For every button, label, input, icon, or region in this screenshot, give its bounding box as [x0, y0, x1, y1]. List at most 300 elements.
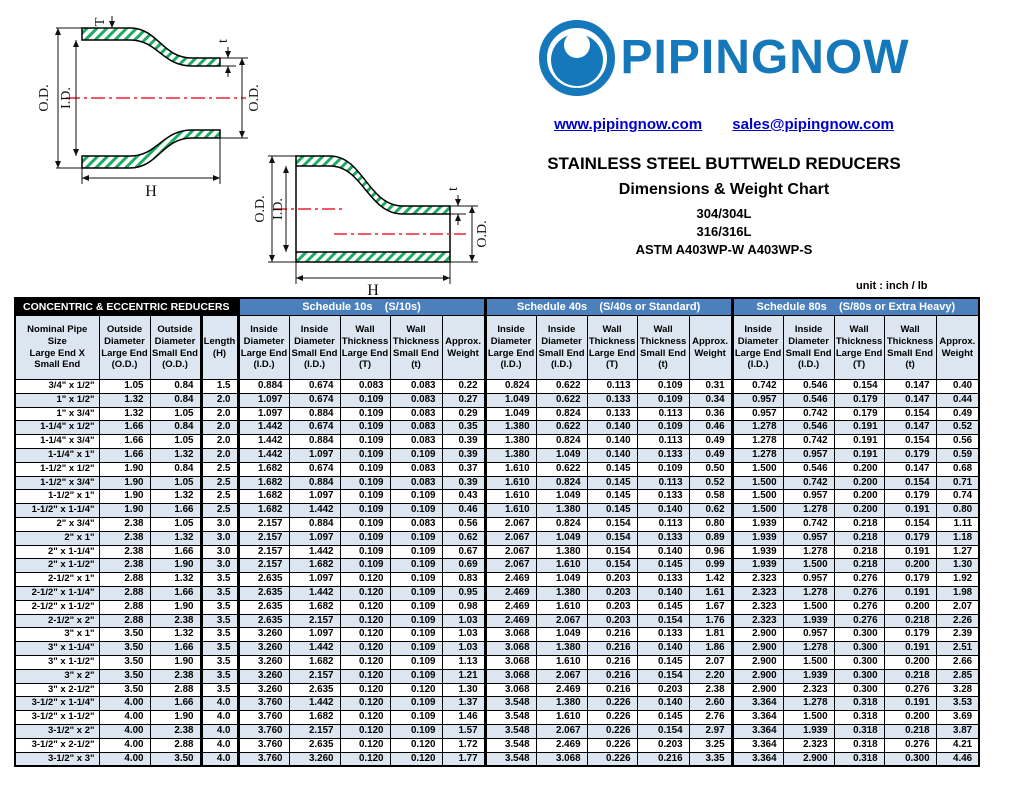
cell-value: 1.42 — [689, 573, 732, 587]
cell-value: 3.50 — [99, 628, 150, 642]
cell-value: 1.86 — [689, 642, 732, 656]
cell-value: 0.154 — [884, 517, 936, 531]
cell-value: 3.548 — [485, 697, 536, 711]
cell-value: 1.380 — [485, 421, 536, 435]
cell-value: 3.260 — [289, 752, 340, 766]
cell-value: 0.133 — [637, 448, 689, 462]
cell-value: 1.049 — [536, 573, 587, 587]
table-row — [15, 448, 979, 462]
table-row — [15, 407, 979, 421]
cell-value: 0.674 — [289, 421, 340, 435]
cell-value: 0.191 — [884, 545, 936, 559]
table-row — [15, 614, 979, 628]
title-block — [428, 155, 1020, 256]
cell-value: 0.154 — [834, 380, 884, 394]
cell-nominal-size: 3-1/2" x 1-1/4" — [15, 697, 99, 711]
cell-value: 0.884 — [289, 407, 340, 421]
cell-nominal-size: 3-1/2" x 3" — [15, 752, 99, 766]
cell-value: 4.46 — [936, 752, 979, 766]
cell-value: 1.380 — [536, 642, 587, 656]
logo-wordmark: PIPINGNOW — [620, 31, 910, 84]
cell-value: 2.88 — [150, 683, 201, 697]
cell-value: 1.05 — [150, 517, 201, 531]
cell-value: 0.083 — [390, 380, 442, 394]
cell-value: 0.133 — [637, 531, 689, 545]
cell-value: 0.120 — [340, 655, 390, 669]
cell-value: 3.5 — [201, 655, 238, 669]
cell-value: 3.50 — [150, 752, 201, 766]
cell-value: 2.900 — [732, 642, 783, 656]
cell-value: 0.52 — [689, 476, 732, 490]
cell-nominal-size: 3" x 1-1/4" — [15, 642, 99, 656]
table-row — [15, 380, 979, 394]
cell-value: 4.0 — [201, 711, 238, 725]
cell-value: 1.682 — [289, 711, 340, 725]
table-row — [15, 504, 979, 518]
cell-value: 0.824 — [536, 517, 587, 531]
cell-value: 3.760 — [238, 697, 289, 711]
cell-value: 0.120 — [340, 600, 390, 614]
cell-value: 3.260 — [238, 683, 289, 697]
cell-value: 0.80 — [936, 504, 979, 518]
cell-value: 3.0 — [201, 517, 238, 531]
cell-value: 0.742 — [783, 407, 834, 421]
dim-label-id-large: I.D. — [59, 87, 74, 109]
cell-value: 2.88 — [99, 614, 150, 628]
cell-value: 3.5 — [201, 683, 238, 697]
column-header: Inside Diameter Small End (I.D.) — [783, 316, 834, 380]
cell-value: 1.380 — [536, 504, 587, 518]
cell-value: 1.46 — [442, 711, 485, 725]
cell-value: 0.109 — [390, 669, 442, 683]
schedule-80s-band: Schedule 80s (S/80s or Extra Heavy) — [732, 298, 979, 316]
cell-nominal-size: 2" x 1-1/2" — [15, 559, 99, 573]
cell-value: 0.109 — [390, 545, 442, 559]
cell-value: 0.109 — [390, 655, 442, 669]
cell-value: 3.260 — [238, 642, 289, 656]
cell-value: 0.742 — [732, 380, 783, 394]
table-group-header-row — [15, 298, 979, 316]
cell-nominal-size: 2" x 1" — [15, 531, 99, 545]
table-row — [15, 683, 979, 697]
cell-value: 0.154 — [884, 435, 936, 449]
cell-value: 1.66 — [150, 545, 201, 559]
cell-value: 1.66 — [99, 421, 150, 435]
column-header: Inside Diameter Large End (I.D.) — [732, 316, 783, 380]
dim-label-od-small: O.D. — [247, 84, 262, 112]
cell-value: 2.323 — [783, 683, 834, 697]
cell-value: 0.154 — [587, 531, 637, 545]
cell-value: 1.92 — [936, 573, 979, 587]
cell-value: 2.88 — [150, 738, 201, 752]
table-row — [15, 711, 979, 725]
cell-value: 0.59 — [936, 448, 979, 462]
cell-value: 0.109 — [340, 504, 390, 518]
cell-value: 2.0 — [201, 393, 238, 407]
cell-value: 1.939 — [783, 614, 834, 628]
grade-304: 304/304L — [696, 206, 752, 221]
cell-value: 1.32 — [150, 531, 201, 545]
cell-value: 2.469 — [485, 614, 536, 628]
cell-value: 0.109 — [637, 421, 689, 435]
cell-value: 3.068 — [485, 642, 536, 656]
cell-value: 2.323 — [732, 573, 783, 587]
cell-value: 2.0 — [201, 421, 238, 435]
cell-value: 0.140 — [637, 545, 689, 559]
cell-value: 0.179 — [834, 393, 884, 407]
cell-value: 1.682 — [238, 504, 289, 518]
grade-316: 316/316L — [696, 224, 752, 239]
cell-value: 1.278 — [783, 697, 834, 711]
cell-value: 0.203 — [587, 586, 637, 600]
cell-value: 1.380 — [536, 545, 587, 559]
cell-value: 2.323 — [732, 600, 783, 614]
column-header: Inside Diameter Small End (I.D.) — [536, 316, 587, 380]
cell-value: 2.469 — [485, 573, 536, 587]
cell-value: 3.364 — [732, 697, 783, 711]
cell-value: 2.900 — [783, 752, 834, 766]
dimensions-weight-table — [14, 297, 980, 767]
cell-value: 0.083 — [390, 462, 442, 476]
cell-value: 0.52 — [936, 421, 979, 435]
cell-value: 0.191 — [884, 697, 936, 711]
dim-label-length: H — [367, 282, 379, 298]
cell-value: 0.154 — [587, 517, 637, 531]
cell-value: 0.113 — [587, 380, 637, 394]
cell-value: 1.442 — [289, 586, 340, 600]
cell-value: 2.38 — [689, 683, 732, 697]
cell-value: 3.28 — [936, 683, 979, 697]
cell-nominal-size: 1-1/2" x 3/4" — [15, 476, 99, 490]
cell-value: 0.218 — [834, 559, 884, 573]
cell-value: 0.147 — [884, 462, 936, 476]
cell-value: 0.226 — [587, 752, 637, 766]
cell-value: 2.323 — [783, 738, 834, 752]
cell-value: 0.226 — [587, 711, 637, 725]
cell-value: 1.097 — [289, 448, 340, 462]
cell-value: 0.674 — [289, 380, 340, 394]
cell-value: 0.27 — [442, 393, 485, 407]
cell-value: 1.66 — [99, 448, 150, 462]
cell-value: 1.32 — [150, 573, 201, 587]
cell-value: 0.083 — [390, 407, 442, 421]
cell-value: 2.157 — [289, 724, 340, 738]
cell-value: 0.80 — [689, 517, 732, 531]
cell-value: 0.824 — [536, 476, 587, 490]
dim-label-id-large: I.D. — [271, 198, 286, 220]
cell-value: 0.49 — [689, 435, 732, 449]
cell-value: 3.5 — [201, 586, 238, 600]
cell-value: 0.200 — [834, 504, 884, 518]
cell-value: 0.276 — [834, 573, 884, 587]
cell-value: 1.442 — [238, 448, 289, 462]
cell-value: 1.90 — [99, 476, 150, 490]
cell-value: 0.276 — [834, 614, 884, 628]
column-header: Inside Diameter Large End (I.D.) — [238, 316, 289, 380]
cell-value: 0.109 — [340, 448, 390, 462]
cell-value: 2.635 — [238, 573, 289, 587]
cell-value: 1.66 — [150, 504, 201, 518]
cell-value: 3.364 — [732, 738, 783, 752]
cell-value: 0.120 — [390, 752, 442, 766]
cell-value: 0.742 — [783, 517, 834, 531]
unit-note: unit : inch / lb — [856, 280, 928, 292]
cell-value: 4.00 — [99, 752, 150, 766]
cell-value: 3.548 — [485, 711, 536, 725]
cell-value: 0.216 — [637, 752, 689, 766]
cell-value: 0.109 — [340, 531, 390, 545]
cell-value: 0.109 — [340, 435, 390, 449]
cell-value: 0.957 — [783, 573, 834, 587]
cell-value: 1.682 — [289, 559, 340, 573]
cell-value: 0.36 — [689, 407, 732, 421]
cell-value: 2.0 — [201, 407, 238, 421]
cell-value: 1.278 — [783, 545, 834, 559]
cell-value: 1.380 — [536, 586, 587, 600]
cell-value: 0.120 — [340, 642, 390, 656]
cell-value: 0.154 — [884, 476, 936, 490]
cell-value: 0.218 — [834, 531, 884, 545]
cell-value: 2.88 — [99, 586, 150, 600]
table-title-band: CONCENTRIC & ECCENTRIC REDUCERS — [15, 298, 238, 316]
cell-value: 0.31 — [689, 380, 732, 394]
table-row — [15, 752, 979, 766]
cell-value: 0.083 — [390, 393, 442, 407]
cell-value: 0.622 — [536, 393, 587, 407]
table-row — [15, 435, 979, 449]
cell-value: 0.120 — [340, 711, 390, 725]
cell-value: 1.278 — [783, 504, 834, 518]
cell-value: 2.469 — [485, 600, 536, 614]
cell-nominal-size: 1-1/2" x 1/2" — [15, 462, 99, 476]
cell-value: 0.35 — [442, 421, 485, 435]
cell-value: 1.500 — [732, 462, 783, 476]
cell-value: 1.05 — [150, 476, 201, 490]
cell-value: 2.900 — [732, 683, 783, 697]
cell-value: 0.957 — [783, 531, 834, 545]
cell-value: 1.278 — [732, 421, 783, 435]
cell-value: 0.109 — [340, 462, 390, 476]
cell-value: 0.120 — [340, 669, 390, 683]
cell-value: 0.109 — [340, 490, 390, 504]
cell-value: 2.38 — [150, 614, 201, 628]
cell-nominal-size: 3" x 1-1/2" — [15, 655, 99, 669]
cell-value: 1.32 — [150, 490, 201, 504]
cell-value: 4.00 — [99, 724, 150, 738]
cell-value: 1.610 — [536, 655, 587, 669]
cell-nominal-size: 1-1/4" x 3/4" — [15, 435, 99, 449]
cell-value: 0.218 — [834, 517, 884, 531]
cell-value: 0.120 — [340, 697, 390, 711]
cell-value: 0.216 — [587, 655, 637, 669]
cell-value: 0.84 — [150, 393, 201, 407]
table-column-header-row — [15, 316, 979, 380]
cell-value: 1.049 — [485, 407, 536, 421]
cell-value: 0.276 — [884, 738, 936, 752]
cell-value: 1.442 — [289, 504, 340, 518]
cell-value: 2.51 — [936, 642, 979, 656]
cell-nominal-size: 1" x 3/4" — [15, 407, 99, 421]
cell-value: 0.120 — [340, 586, 390, 600]
column-header: Wall Thickness Large End (T) — [834, 316, 884, 380]
cell-value: 1.097 — [238, 407, 289, 421]
cell-value: 1.66 — [150, 642, 201, 656]
cell-value: 0.154 — [587, 559, 637, 573]
table-row — [15, 476, 979, 490]
cell-value: 4.00 — [99, 697, 150, 711]
cell-value: 0.50 — [689, 462, 732, 476]
cell-value: 0.154 — [637, 614, 689, 628]
cell-value: 2.38 — [99, 559, 150, 573]
cell-value: 0.69 — [442, 559, 485, 573]
cell-nominal-size: 2" x 1-1/4" — [15, 545, 99, 559]
cell-value: 0.62 — [689, 504, 732, 518]
cell-value: 2.067 — [485, 517, 536, 531]
cell-value: 0.179 — [834, 407, 884, 421]
dim-label-od-large: O.D. — [253, 195, 268, 223]
cell-value: 0.218 — [834, 545, 884, 559]
cell-value: 0.147 — [884, 393, 936, 407]
cell-value: 2.067 — [536, 614, 587, 628]
cell-value: 1.18 — [936, 531, 979, 545]
cell-value: 2.067 — [485, 559, 536, 573]
table-row — [15, 586, 979, 600]
cell-value: 0.226 — [587, 697, 637, 711]
cell-value: 2.469 — [485, 586, 536, 600]
cell-value: 1.30 — [442, 683, 485, 697]
cell-value: 2.157 — [238, 545, 289, 559]
cell-value: 2.323 — [732, 614, 783, 628]
cell-value: 0.154 — [884, 407, 936, 421]
website-link[interactable]: www.pipingnow.com — [554, 116, 703, 133]
column-header: Nominal Pipe Size Large End X Small End — [15, 316, 99, 380]
cell-nominal-size: 3/4" x 1/2" — [15, 380, 99, 394]
table-row — [15, 642, 979, 656]
cell-value: 0.109 — [390, 628, 442, 642]
cell-value: 1.049 — [536, 628, 587, 642]
cell-value: 1.380 — [485, 435, 536, 449]
table-row — [15, 490, 979, 504]
column-header: Wall Thickness Large End (T) — [587, 316, 637, 380]
cell-value: 0.203 — [637, 738, 689, 752]
cell-value: 0.957 — [732, 393, 783, 407]
cell-value: 0.957 — [783, 448, 834, 462]
cell-value: 3.25 — [689, 738, 732, 752]
cell-value: 1.049 — [536, 490, 587, 504]
cell-value: 1.097 — [289, 531, 340, 545]
cell-value: 2.39 — [936, 628, 979, 642]
table-row — [15, 738, 979, 752]
cell-value: 1.610 — [536, 559, 587, 573]
cell-value: 0.216 — [587, 683, 637, 697]
cell-value: 1.90 — [150, 711, 201, 725]
cell-nominal-size: 3-1/2" x 2-1/2" — [15, 738, 99, 752]
cell-value: 0.083 — [390, 435, 442, 449]
cell-value: 2.60 — [689, 697, 732, 711]
cell-value: 0.109 — [340, 559, 390, 573]
cell-value: 1.81 — [689, 628, 732, 642]
cell-value: 1.500 — [783, 655, 834, 669]
cell-value: 2.76 — [689, 711, 732, 725]
cell-value: 0.218 — [884, 724, 936, 738]
cell-value: 0.58 — [689, 490, 732, 504]
cell-value: 2.900 — [732, 628, 783, 642]
cell-value: 3.260 — [238, 669, 289, 683]
cell-nominal-size: 3-1/2" x 1-1/2" — [15, 711, 99, 725]
cell-value: 2.157 — [289, 669, 340, 683]
cell-value: 2.5 — [201, 476, 238, 490]
cell-value: 3.364 — [732, 711, 783, 725]
cell-value: 0.147 — [884, 421, 936, 435]
cell-value: 1.939 — [732, 559, 783, 573]
cell-value: 0.39 — [442, 435, 485, 449]
table-row — [15, 393, 979, 407]
table-row — [15, 573, 979, 587]
cell-value: 0.109 — [390, 614, 442, 628]
cell-value: 3.548 — [485, 724, 536, 738]
cell-value: 1.610 — [485, 462, 536, 476]
cell-value: 0.300 — [834, 628, 884, 642]
column-header: Inside Diameter Large End (I.D.) — [485, 316, 536, 380]
cell-value: 0.742 — [783, 476, 834, 490]
cell-value: 0.109 — [340, 517, 390, 531]
cell-value: 2.469 — [536, 738, 587, 752]
cell-value: 0.56 — [442, 517, 485, 531]
cell-value: 0.34 — [689, 393, 732, 407]
cell-nominal-size: 1-1/2" x 1-1/4" — [15, 504, 99, 518]
cell-value: 0.71 — [936, 476, 979, 490]
page-title: STAINLESS STEEL BUTTWELD REDUCERS — [547, 154, 901, 173]
email-link[interactable]: sales@pipingnow.com — [732, 116, 894, 133]
cell-value: 0.957 — [732, 407, 783, 421]
cell-value: 1.939 — [783, 724, 834, 738]
cell-value: 3.35 — [689, 752, 732, 766]
cell-value: 1.57 — [442, 724, 485, 738]
cell-value: 0.113 — [637, 476, 689, 490]
cell-value: 0.109 — [390, 490, 442, 504]
cell-value: 2.38 — [99, 545, 150, 559]
cell-value: 0.191 — [834, 435, 884, 449]
cell-value: 0.46 — [442, 504, 485, 518]
cell-value: 0.145 — [587, 462, 637, 476]
cell-nominal-size: 3" x 2" — [15, 669, 99, 683]
cell-value: 2.38 — [99, 517, 150, 531]
cell-value: 1.500 — [783, 711, 834, 725]
schedule-40s-band: Schedule 40s (S/40s or Standard) — [485, 298, 732, 316]
cell-value: 0.43 — [442, 490, 485, 504]
pipingnow-logo-icon — [538, 19, 616, 97]
cell-value: 0.203 — [587, 573, 637, 587]
cell-value: 0.276 — [834, 600, 884, 614]
cell-value: 3.50 — [99, 642, 150, 656]
cell-value: 1.13 — [442, 655, 485, 669]
cell-value: 0.109 — [390, 600, 442, 614]
cell-value: 0.140 — [587, 435, 637, 449]
cell-value: 0.200 — [884, 655, 936, 669]
cell-value: 1.682 — [289, 655, 340, 669]
cell-value: 0.145 — [587, 490, 637, 504]
cell-value: 0.120 — [340, 683, 390, 697]
cell-value: 1.21 — [442, 669, 485, 683]
cell-value: 1.98 — [936, 586, 979, 600]
cell-value: 1.097 — [289, 628, 340, 642]
cell-value: 1.11 — [936, 517, 979, 531]
cell-value: 0.56 — [936, 435, 979, 449]
table-row — [15, 669, 979, 683]
cell-value: 0.120 — [390, 738, 442, 752]
cell-value: 0.67 — [442, 545, 485, 559]
cell-value: 3.87 — [936, 724, 979, 738]
